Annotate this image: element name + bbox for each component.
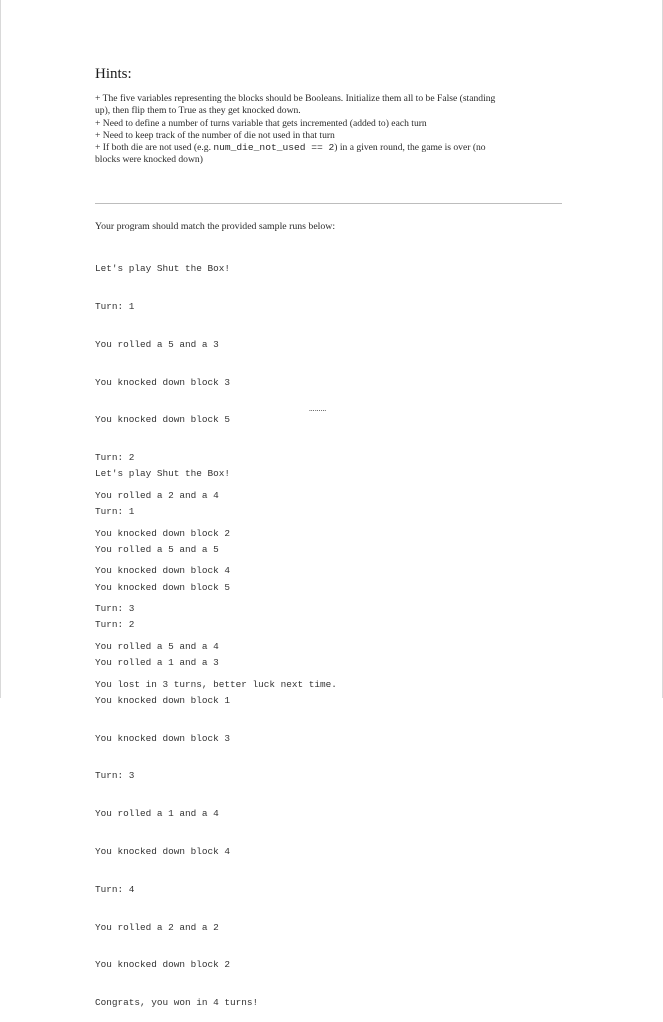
- hint-line-2: + Need to define a number of turns variable that gets incremented (added to) each turn: [95, 117, 427, 129]
- run1-line: Turn: 2: [95, 452, 135, 464]
- run2-line: Turn: 3: [95, 770, 135, 782]
- hint-line-1: + The five variables representing the blocks should be Booleans. Initialize them all to be False (standing: [95, 93, 496, 104]
- hint-line-4-continuation: blocks were knocked down): [95, 154, 203, 166]
- run2-line: You rolled a 2 and a 2: [95, 921, 219, 933]
- hint-line-4-prefix: + If both die are not used (e.g.: [95, 142, 214, 154]
- run1-line: You knocked down block 5: [95, 414, 231, 426]
- run1-line: Turn: 3: [95, 603, 135, 615]
- run2-line: Turn: 2: [95, 619, 135, 631]
- run1-line: You knocked down block 4: [95, 565, 231, 577]
- run2-line: Turn: 4: [95, 883, 135, 895]
- run2-line: You knocked down block 1: [95, 694, 231, 706]
- hint-line-3: + Need to keep track of the number of die not used in that turn: [95, 129, 335, 141]
- run1-line: Turn: 1: [95, 300, 135, 312]
- run1-line: You knocked down block 2: [95, 527, 231, 539]
- run2-line: You knocked down block 5: [95, 581, 231, 593]
- run1-line: Let's play Shut the Box!: [95, 263, 231, 275]
- run2-line: Turn: 1: [95, 505, 135, 517]
- run2-line: Let's play Shut the Box!: [95, 468, 231, 480]
- run2-line: You rolled a 1 and a 3: [95, 657, 219, 669]
- run1-line: You rolled a 2 and a 4: [95, 489, 219, 501]
- run2-line: You knocked down block 2: [95, 959, 231, 971]
- run2-line: You rolled a 1 and a 4: [95, 808, 219, 820]
- run2-line: Congrats, you won in 4 turns!: [95, 997, 259, 1009]
- run1-line: You rolled a 5 and a 3: [95, 338, 219, 350]
- run2-line: You knocked down block 3: [95, 732, 231, 744]
- runs-separator: ………: [309, 404, 327, 414]
- sample-runs-intro: Your program should match the provided sample runs below:: [95, 221, 336, 232]
- hint-line-4-code: num_die_not_used == 2: [213, 142, 335, 154]
- run2-line: You rolled a 5 and a 5: [95, 543, 219, 555]
- section-divider: [95, 203, 562, 204]
- run1-line: You lost in 3 turns, better luck next time.: [95, 678, 337, 690]
- run1-line: You knocked down block 3: [95, 376, 231, 388]
- hint-line-4: [95, 142, 565, 154]
- run2-line: You knocked down block 4: [95, 846, 231, 857]
- hints-list: [95, 93, 565, 167]
- hint-line-1-continuation: up), then flip them to True as they get knocked down.: [95, 105, 301, 117]
- hints-heading: Hints:: [95, 66, 132, 82]
- sample-run-2: [95, 443, 258, 1022]
- hint-line-4-suffix: ) in a given round, the game is over (no: [334, 142, 486, 154]
- run1-line: You rolled a 5 and a 4: [95, 641, 219, 652]
